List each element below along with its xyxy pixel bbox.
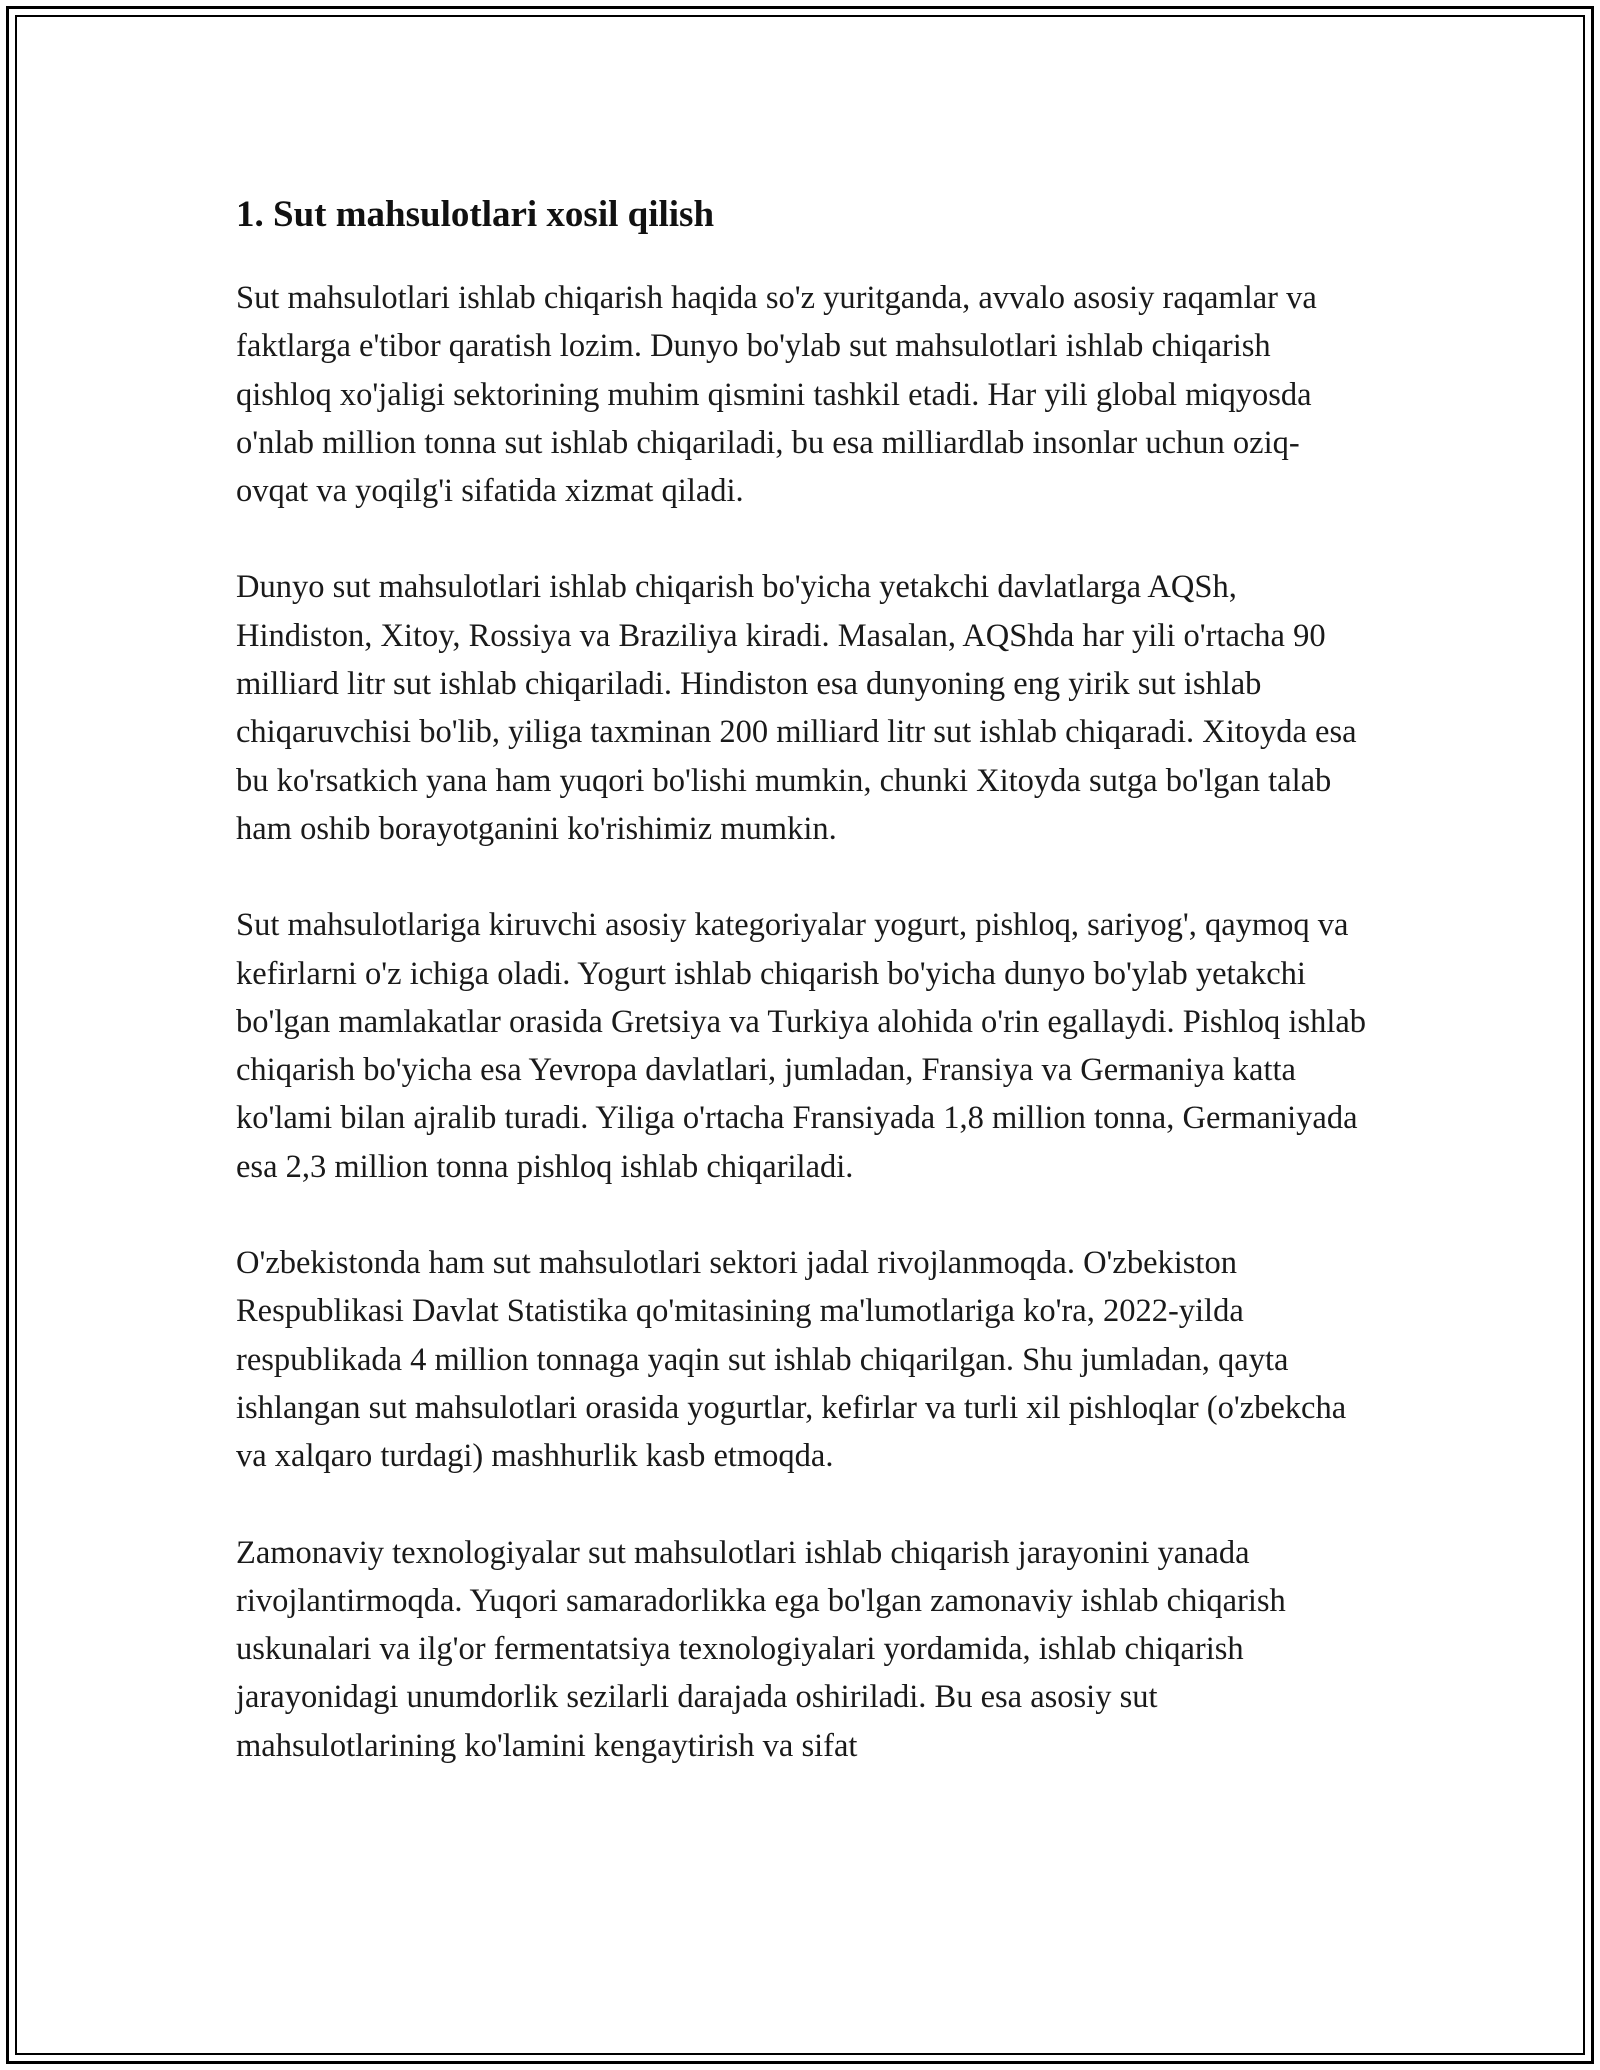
paragraph-5: Zamonaviy texnologiyalar sut mahsulotlari ishlab chiqarish jarayonini yanada rivojlantirmoqda. Yuqori samaradorlikka ega bo'lgan zamonaviy ishlab chiqarish uskunalari va ilg'or fermentatsiya texnologiyalari yordamida, ishlab chiqarish jarayonidagi unumdorlik sezilarli darajada oshiriladi. Bu esa asosiy sut mahsulotlarining ko'lamini kengaytirish va sifat: [236, 1534, 1286, 1764]
paragraph-2: Dunyo sut mahsulotlari ishlab chiqarish bo'yicha yetakchi davlatlarga AQSh, Hindiston, Xitoy, Rossiya va Braziliya kiradi. Masalan, AQShda har yili o'rtacha 90 milliard litr sut ishlab chiqariladi. Hindiston esa dunyoning eng yirik sut ishlab chiqaruvchisi bo'lib, yiliga taxminan 200 milliard litr sut ishlab chiqaradi. Xitoyda esa bu ko'rsatkich yana ham yuqori bo'lishi mumkin, chunki Xitoyda sutga bo'lgan talab ham oshib borayotganini ko'rishimiz mumkin.: [236, 569, 1357, 847]
document-body: [236, 180, 1371, 1818]
section-heading: 1. Sut mahsulotlari xosil qilish: [236, 194, 715, 235]
paragraph-3: Sut mahsulotlariga kiruvchi asosiy kategoriyalar yogurt, pishloq, sariyog', qaymoq va kefirlarni o'z ichiga oladi. Yogurt ishlab chiqarish bo'yicha dunyo bo'ylab yetakchi bo'lgan mamlakatlar orasida Gretsiya va Turkiya alohida o'rin egallaydi. Pishloq ishlab chiqarish bo'yicha esa Yevropa davlatlari, jumladan, Fransiya va Germaniya katta ko'lami bilan ajralib turadi. Yiliga o'rtacha Fransiyada 1,8 million tonna, Germaniyada esa 2,3 million tonna pishloq ishlab chiqariladi.: [236, 907, 1367, 1185]
paragraph-4: O'zbekistonda ham sut mahsulotlari sektori jadal rivojlanmoqda. O'zbekiston Respublikasi Davlat Statistika qo'mitasining ma'lumotlariga ko'ra, 2022-yilda respublikada 4 million tonnaga yaqin sut ishlab chiqarilgan. Shu jumladan, qayta ishlangan sut mahsulotlari orasida yogurtlar, kefirlar va turli xil pishloqlar (o'zbekcha va xalqaro turdagi) mashhurlik kasb etmoqda.: [236, 1245, 1347, 1475]
paragraph-1: Sut mahsulotlari ishlab chiqarish haqida so'z yuritganda, avvalo asosiy raqamlar va faktlarga e'tibor qaratish lozim. Dunyo bo'ylab sut mahsulotlari ishlab chiqarish qishloq xo'jaligi sektorining muhim qismini tashkil etadi. Har yili global miqyosda o'nlab million tonna sut ishlab chiqariladi, bu esa milliardlab insonlar uchun oziq-ovqat va yoqilg'i sifatida xizmat qiladi.: [236, 280, 1317, 510]
